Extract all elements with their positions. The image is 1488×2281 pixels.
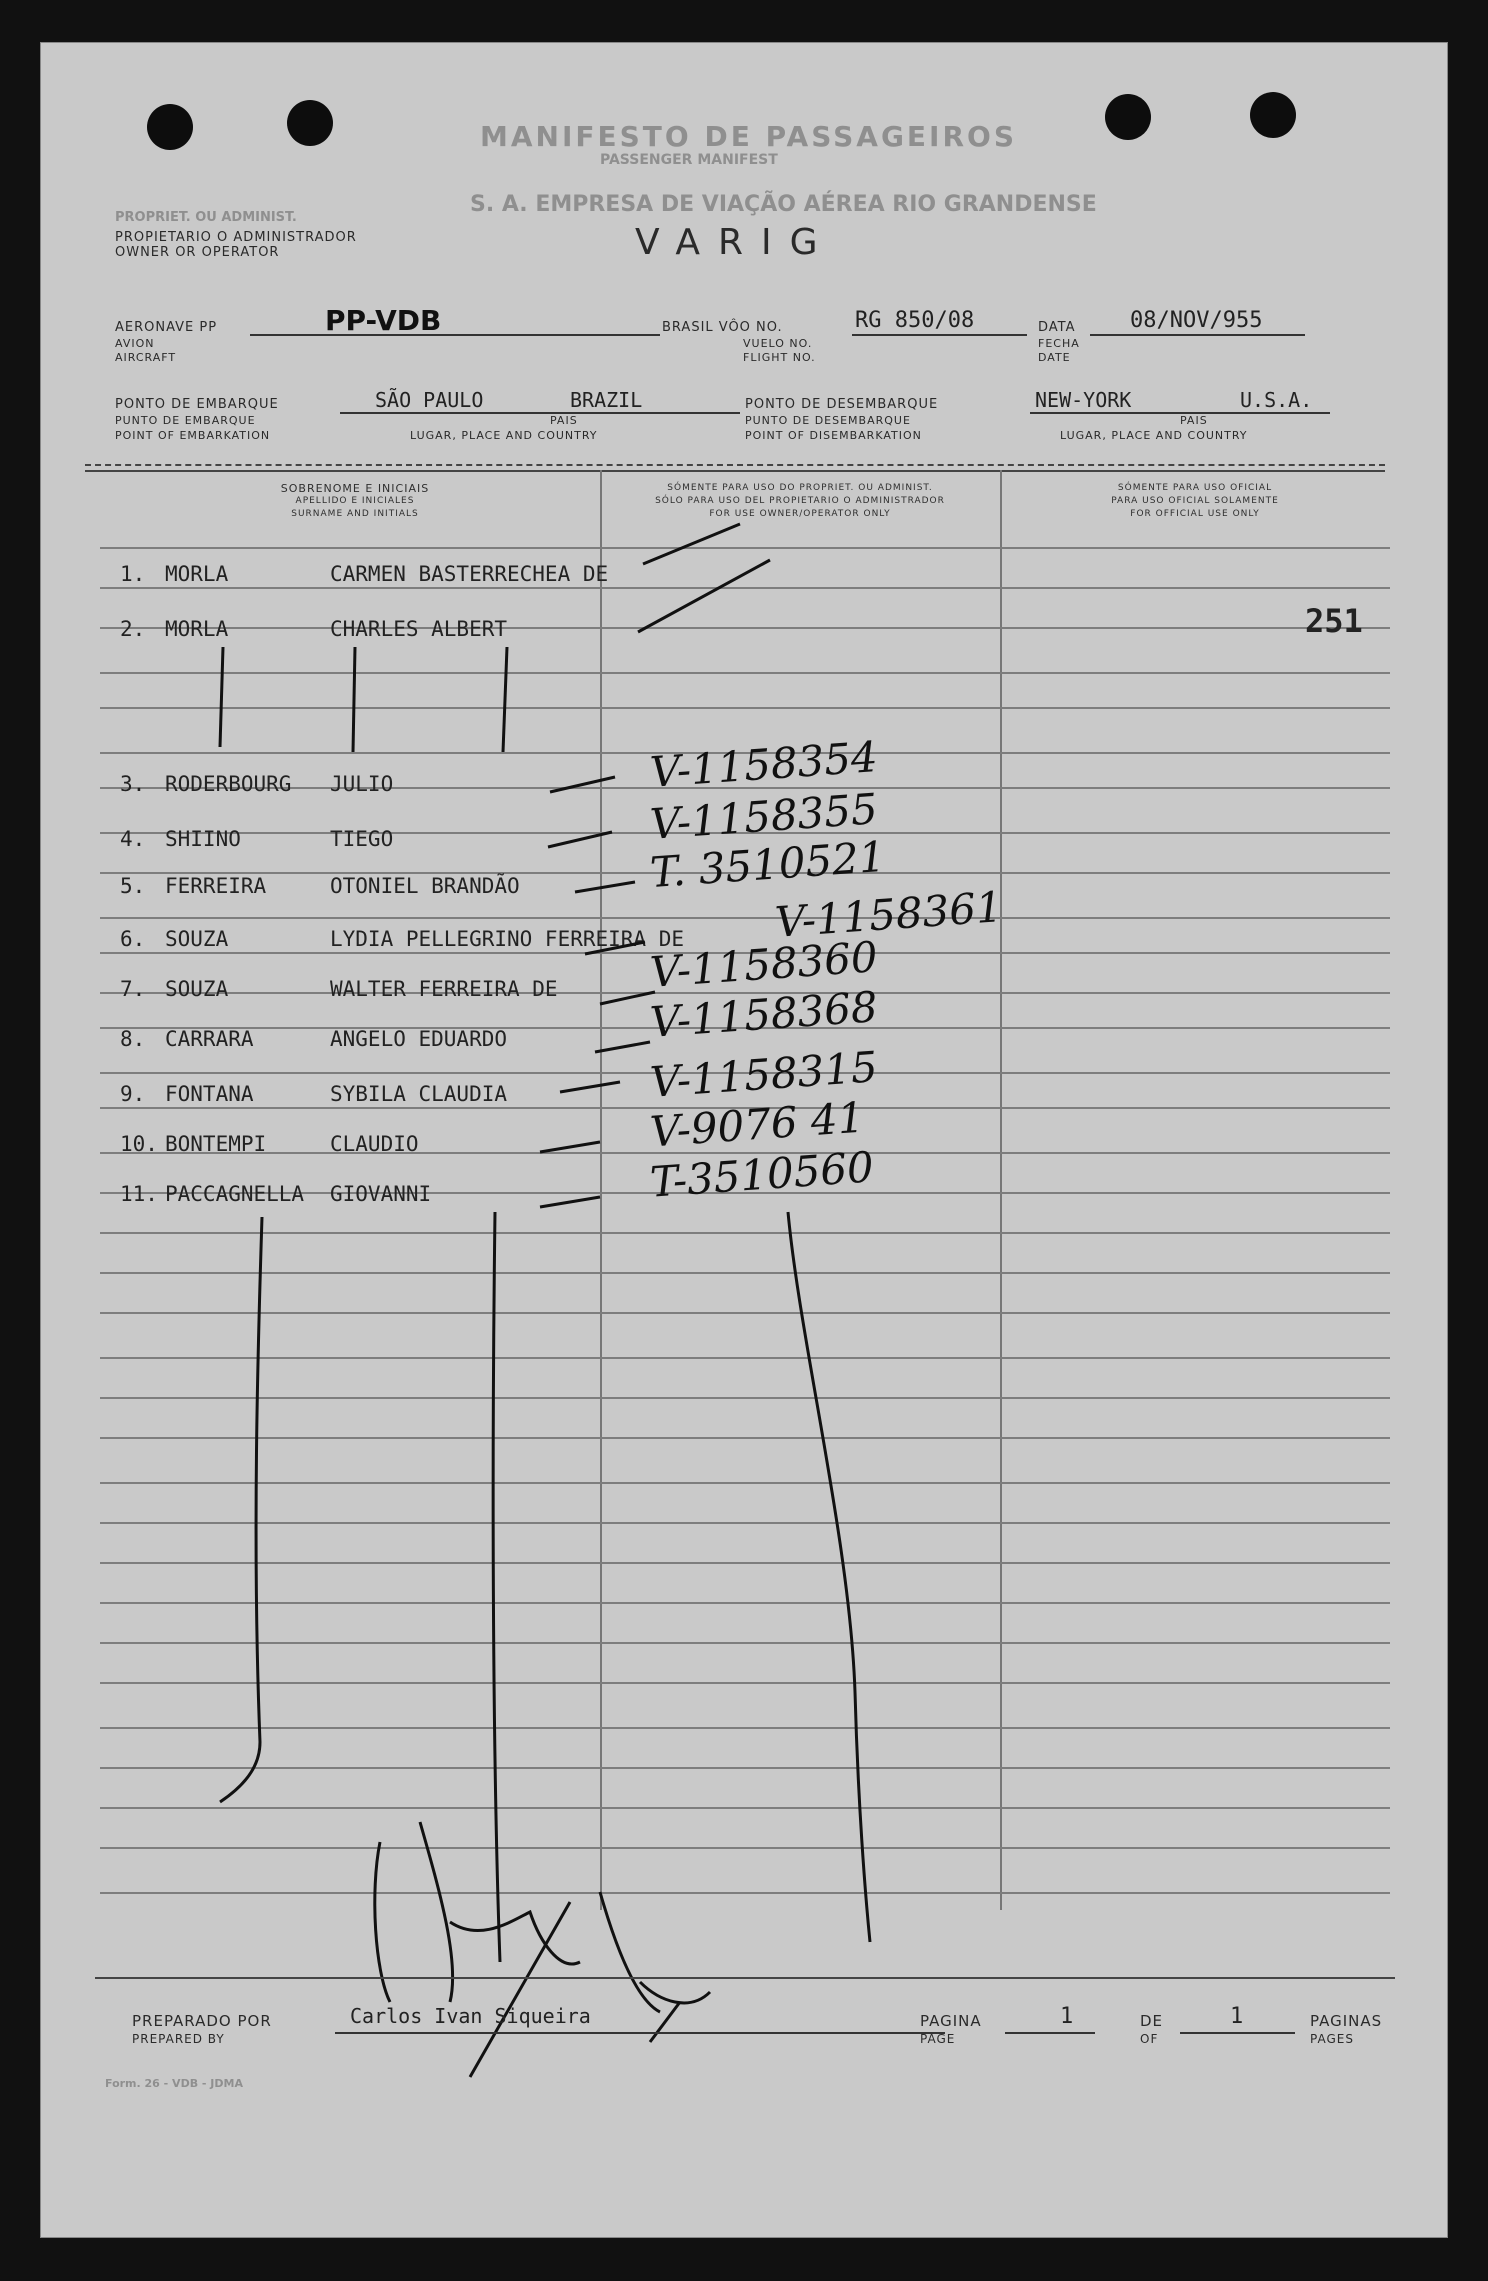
date-label: DATA — [1038, 320, 1076, 335]
embarkation-city: SÃO PAULO — [375, 388, 484, 412]
footer-rule — [95, 1977, 1395, 1979]
check-stroke — [638, 560, 770, 632]
aircraft-value: PP-VDB — [325, 304, 442, 337]
passport-number-handwritten: V-9076 41 — [648, 1092, 866, 1157]
row-number: 1. — [120, 562, 146, 586]
embarkation-sub-pais: PAIS — [550, 414, 578, 427]
passenger-surname: FERREIRA — [165, 874, 267, 898]
ditto-long-stroke — [493, 1212, 500, 1962]
passenger-given-name: CLAUDIO — [330, 1132, 419, 1156]
ditto-stroke — [220, 647, 223, 747]
page-label: PAGINA — [920, 2012, 982, 2030]
passenger-given-name: CARMEN BASTERRECHEA DE — [330, 562, 609, 586]
ditto-long-stroke — [220, 1217, 262, 1802]
disembarkation-label-es: PUNTO DE DESEMBARQUE — [745, 414, 911, 427]
passport-number-handwritten: V-1158360 — [648, 932, 880, 997]
disembarkation-label-en: POINT OF DISEMBARKATION — [745, 429, 922, 442]
flight-label-en: FLIGHT NO. — [743, 351, 816, 364]
disembarkation-sub-en: LUGAR, PLACE AND COUNTRY — [1060, 429, 1248, 442]
row-number: 2. — [120, 617, 146, 641]
pages-label-en: PAGES — [1310, 2032, 1354, 2046]
embarkation-country: BRAZIL — [570, 388, 643, 412]
row-number: 5. — [120, 874, 146, 898]
passport-number-handwritten: T. 3510521 — [648, 831, 888, 898]
check-stroke — [643, 524, 740, 564]
embarkation-label: PONTO DE EMBARQUE — [115, 397, 279, 412]
pages-label: PAGINAS — [1310, 2012, 1383, 2030]
passenger-given-name: OTONIEL BRANDÃO — [330, 874, 520, 898]
column-header-official: SÓMENTE PARA USO OFICIAL PARA USO OFICIAL SOLAMENTE FOR OFFICIAL USE ONLY — [1111, 483, 1279, 519]
handwritten-marks — [40, 42, 1448, 2238]
passenger-surname: MORLA — [165, 617, 229, 641]
faded-owner-label: PROPRIET. OU ADMINIST. — [115, 210, 297, 225]
passenger-surname: BONTEMPI — [165, 1132, 267, 1156]
form-code: Form. 26 - VDB - JDMA — [105, 2077, 243, 2090]
passenger-surname: RODERBOURG — [165, 772, 292, 796]
operator-name: VARIG — [635, 222, 836, 263]
passenger-surname: SHIINO — [165, 827, 241, 851]
signature-scrawl — [375, 1822, 710, 2012]
of-label: DE — [1140, 2012, 1164, 2030]
passenger-given-name: SYBILA CLAUDIA — [330, 1082, 508, 1106]
of-label-en: OF — [1140, 2032, 1159, 2046]
stamp-number: 251 — [1305, 602, 1363, 640]
page-label-en: PAGE — [920, 2032, 956, 2046]
disembarkation-label: PONTO DE DESEMBARQUE — [745, 397, 939, 412]
ditto-stroke — [503, 647, 507, 752]
passenger-surname: CARRARA — [165, 1027, 254, 1051]
aircraft-label-en: AIRCRAFT — [115, 351, 177, 364]
page-number: 1 — [1060, 2004, 1074, 2029]
disembarkation-country: U.S.A. — [1240, 388, 1313, 412]
disembarkation-city: NEW-YORK — [1035, 388, 1132, 412]
passport-number-handwritten: V-1158355 — [648, 784, 880, 849]
aircraft-label: AERONAVE PP — [115, 320, 218, 335]
passenger-surname: SOUZA — [165, 927, 229, 951]
passenger-given-name: CHARLES ALBERT — [330, 617, 508, 641]
faded-subtitle: PASSENGER MANIFEST — [600, 152, 778, 168]
passenger-given-name: TIEGO — [330, 827, 394, 851]
faded-company: S. A. EMPRESA DE VIAÇÃO AÉREA RIO GRANDENSE — [470, 192, 1097, 217]
embarkation-sub-en: LUGAR, PLACE AND COUNTRY — [410, 429, 598, 442]
column-header-owner: SÓMENTE PARA USO DO PROPRIET. OU ADMINIST. SÓLO PARA USO DEL PROPIETARIO O ADMINISTRADOR FOR USE OWNER/OPERATOR ONLY — [655, 483, 945, 519]
row-number: 9. — [120, 1082, 146, 1106]
ditto-long-stroke — [788, 1212, 870, 1942]
date-label-en: DATE — [1038, 351, 1071, 364]
faded-title: MANIFESTO DE PASSAGEIROS — [480, 120, 1017, 153]
passenger-given-name: JULIO — [330, 772, 394, 796]
passport-number-handwritten: T-3510560 — [648, 1142, 876, 1207]
passenger-surname: PACCAGNELLA — [165, 1182, 305, 1206]
prepared-by-label: PREPARADO POR — [132, 2012, 272, 2030]
manifest-sheet — [40, 42, 1448, 2238]
row-number: 6. — [120, 927, 146, 951]
passenger-given-name: WALTER FERREIRA DE — [330, 977, 558, 1001]
page-total: 1 — [1230, 2004, 1244, 2029]
prepared-by-value: Carlos Ivan Siqueira — [350, 2004, 591, 2028]
date-label-es: FECHA — [1038, 337, 1080, 350]
row-number: 11. — [120, 1182, 158, 1206]
passport-number-handwritten: V-1158368 — [648, 982, 880, 1047]
owner-label-en: OWNER OR OPERATOR — [115, 245, 280, 260]
row-number: 10. — [120, 1132, 158, 1156]
passenger-given-name: GIOVANNI — [330, 1182, 432, 1206]
passenger-given-name: ANGELO EDUARDO — [330, 1027, 508, 1051]
row-number: 3. — [120, 772, 146, 796]
row-number: 7. — [120, 977, 146, 1001]
column-header-names: SOBRENOME E INICIAIS APELLIDO E INICIALES SURNAME AND INITIALS — [280, 482, 430, 519]
date-value: 08/NOV/955 — [1130, 308, 1263, 333]
flight-number: RG 850/08 — [855, 308, 975, 333]
row-number: 4. — [120, 827, 146, 851]
aircraft-label-es: AVION — [115, 337, 155, 350]
embarkation-label-es: PUNTO DE EMBARQUE — [115, 414, 256, 427]
passenger-surname: SOUZA — [165, 977, 229, 1001]
prepared-by-label-en: PREPARED BY — [132, 2032, 225, 2046]
embarkation-label-en: POINT OF EMBARKATION — [115, 429, 271, 442]
disembarkation-sub-pais: PAIS — [1180, 414, 1208, 427]
passport-number-handwritten: V-1158361 — [773, 882, 1005, 947]
flight-label-es: VUELO NO. — [743, 337, 813, 350]
passenger-given-name: LYDIA PELLEGRINO FERREIRA DE — [330, 927, 685, 951]
owner-label-es: PROPIETARIO O ADMINISTRADOR — [115, 230, 357, 245]
passenger-surname: FONTANA — [165, 1082, 254, 1106]
ditto-stroke — [353, 647, 355, 752]
row-number: 8. — [120, 1027, 146, 1051]
passenger-surname: MORLA — [165, 562, 229, 586]
flight-label: BRASIL VÔO NO. — [662, 320, 783, 335]
passport-number-handwritten: V-1158315 — [648, 1042, 880, 1107]
passport-number-handwritten: V-1158354 — [648, 732, 880, 797]
